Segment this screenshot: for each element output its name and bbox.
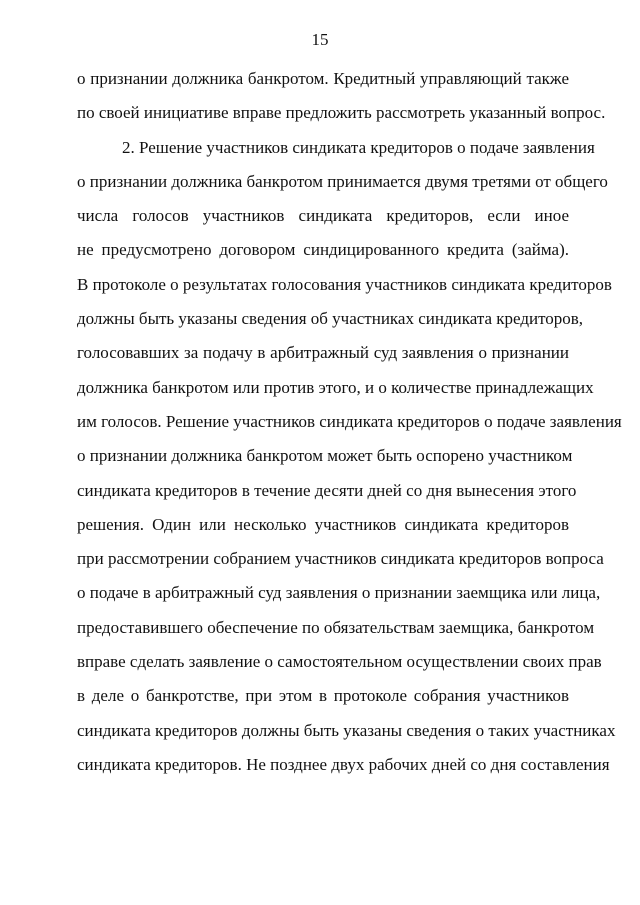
text-line: по своей инициативе вправе предложить рассмотреть указанный вопрос. (77, 103, 606, 123)
text-line: о признании должника банкротом может быть оспорено участником (77, 446, 573, 466)
text-line: вправе сделать заявление о самостоятельном осуществлении своих прав (77, 652, 602, 672)
text-line: в деле о банкротстве, при этом в протоколе собрания участников (77, 686, 569, 706)
text-line: должника банкротом или против этого, и о количестве принадлежащих (77, 377, 594, 397)
text-line: синдиката кредиторов должны быть указаны сведения о таких участниках (77, 720, 616, 740)
text-line: числа голосов участников синдиката кредиторов, если иное (77, 206, 569, 226)
text-line: о признании должника банкротом принимается двумя третями от общего (77, 171, 608, 191)
text-line: голосовавших за подачу в арбитражный суд заявления о признании (77, 343, 569, 363)
page-number: 15 (311, 30, 329, 49)
text-line: о подаче в арбитражный суд заявления о признании заемщика или лица, (77, 583, 601, 603)
text-line: синдиката кредиторов в течение десяти дней со дня вынесения этого (77, 480, 577, 500)
text-line: решения. Один или несколько участников синдиката кредиторов (77, 514, 569, 534)
text-line: при рассмотрении собранием участников синдиката кредиторов вопроса (77, 549, 604, 569)
text-line: им голосов. Решение участников синдиката кредиторов о подаче заявления (77, 411, 622, 431)
text-line: В протоколе о результатах голосования участников синдиката кредиторов (77, 274, 612, 294)
text-line: синдиката кредиторов. Не позднее двух рабочих дней со дня составления (77, 754, 610, 774)
text-line: должны быть указаны сведения об участниках синдиката кредиторов, (77, 309, 584, 329)
text-line: 2. Решение участников синдиката кредиторов о подаче заявления (122, 137, 595, 157)
document-body (77, 62, 622, 782)
text-line: не предусмотрено договором синдицированного кредита (займа). (77, 240, 569, 260)
text-line: предоставившего обеспечение по обязательствам заемщика, банкротом (77, 617, 595, 637)
text-line: о признании должника банкротом. Кредитный управляющий также (77, 69, 569, 88)
